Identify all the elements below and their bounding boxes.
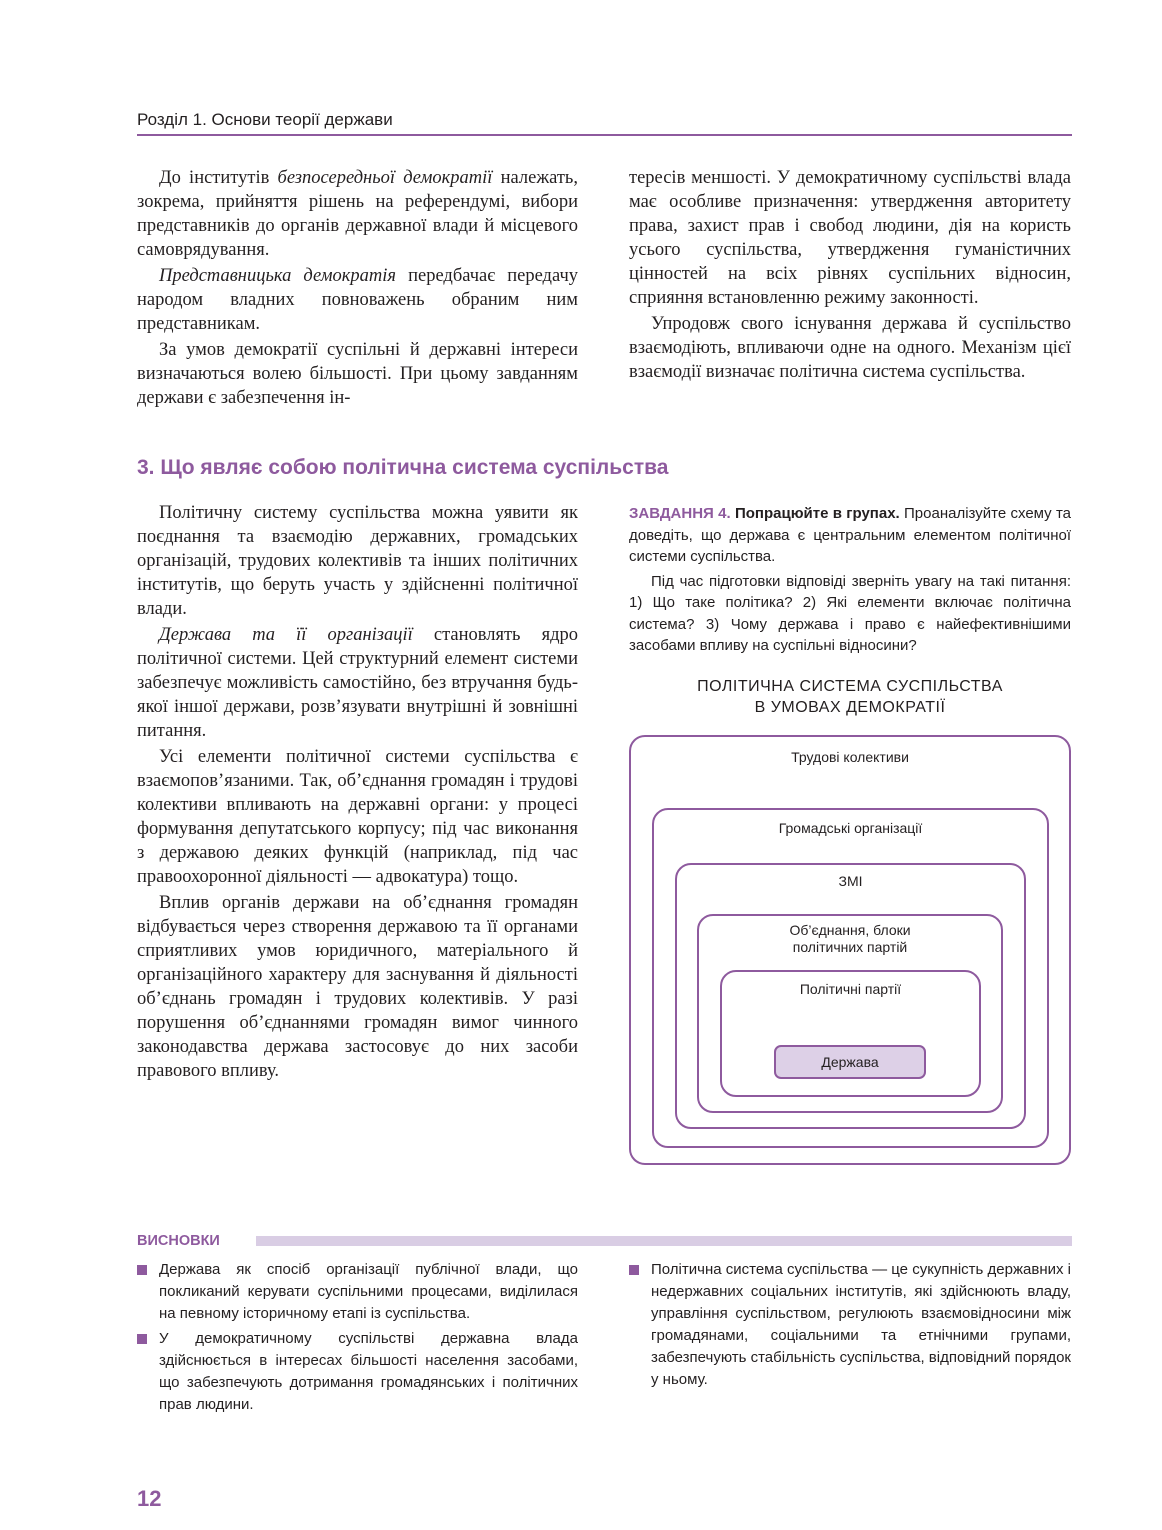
- term-representative-democracy: Представницька демократія: [159, 266, 397, 286]
- term-direct-democracy: безпосередньої демократії: [277, 168, 493, 188]
- paragraph-interconnection: Усі елементи політичної системи суспільства є взаємопов’язаними. Так, об’єднання громадян і трудові колективи впливають на державні органи: у процесі формування депутатського корпусу; під час виконання з державою деяких функцій (наприклад, під час правоохоронної діяльності — адвокатура) тощо.: [137, 747, 578, 887]
- paragraph-state-core: Держава та її організації становлять ядро політичної системи. Цей структурний елемент системи забезпечує можливість самостійно, без втручання будь-якої іншої держави, розв’язувати внутрішні й зовнішні питання.: [137, 625, 578, 741]
- square-bullet-icon: [629, 1265, 639, 1275]
- paragraph-state-influence: Вплив органів держави на об’єднання громадян відбувається через створення державою та її органами сприятливих умов юридичного, матеріального й організаційного характеру для заснування й діяльності об’єднань громадян і трудових колективів. У разі порушення об’єднаннями громадян вимог чинного законодавства держава застосовує до них засоби правового впливу.: [137, 893, 578, 1081]
- conclusion-item: У демократичному суспільстві державна влада здійснюється в інтересах більшості населення засобами, що забезпечують дотримання громадянських і політичних прав людини.: [137, 1328, 578, 1416]
- right-column-top: [629, 166, 1071, 384]
- diagram-label-labor-collectives: Трудові колективи: [791, 749, 909, 765]
- term-state-organizations: Держава та її організації: [159, 625, 413, 645]
- conclusions-left: [137, 1259, 578, 1419]
- header-rule: [137, 134, 1072, 136]
- page-number: 12: [137, 1486, 162, 1511]
- conclusions-title: ВИСНОВКИ: [137, 1233, 220, 1249]
- task-block: [629, 503, 1071, 657]
- paragraph-political-system-definition: Політичну систему суспільства можна уявити як поєднання та взаємодію державних, громадських організацій, трудових колективів та інших політичних інститутів, що беруть участь у здійсненні політичної влади.: [137, 503, 578, 619]
- running-header: Розділ 1. Основи теорії держави: [137, 110, 393, 129]
- diagram-title: ПОЛІТИЧНА СИСТЕМА СУСПІЛЬСТВА В УМОВАХ ДЕМОКРАТІЇ: [697, 678, 1003, 716]
- paragraph-minority-interests: тересів меншості. У демократичному суспільстві влада має особливе призначення: утвердження авторитету права, захист прав і свобод людини, дія на користь усього суспільства, утвердження гуманістичних цінностей на всіх рівнях суспільних відносин, сприяння встановленню режиму законності.: [629, 168, 1071, 308]
- left-column-top: [137, 166, 578, 410]
- conclusions-bar: [256, 1236, 1072, 1246]
- diagram-box-state: Держава: [774, 1045, 926, 1079]
- paragraph-majority-interests: За умов демократії суспільні й державні інтереси визначаються волею більшості. При цьому завданням держави є забезпечення ін-: [137, 340, 578, 408]
- conclusions-right: [629, 1259, 1071, 1394]
- paragraph-direct-democracy: До інститутів безпосередньої демократії належать, зокрема, прийняття рішень на референдумі, вибори представників до органів державної влади й місцевого самоврядування.: [137, 168, 578, 260]
- task-number: ЗАВДАННЯ 4.: [629, 505, 731, 522]
- task-questions: Під час підготовки відповіді зверніть увагу на такі питання: 1) Що таке політика? 2) Які елементи включає політична система? 3) Чому держава і право є найефективнішими засобами впливу на суспільні відносини?: [629, 572, 1071, 654]
- conclusion-item: Держава як спосіб організації публічної влади, що покликаний керувати суспільними процесами, виділилася на певному історичному етапі із суспільства.: [137, 1259, 578, 1325]
- diagram-label-public-organizations: Громадські організації: [778, 820, 923, 836]
- square-bullet-icon: [137, 1334, 147, 1344]
- square-bullet-icon: [137, 1265, 147, 1275]
- paragraph-representative-democracy: Представницька демократія передбачає передачу народом владних повноважень обраним ним представникам.: [137, 266, 578, 334]
- paragraph-state-society-interaction: Упродовж свого існування держава й суспільство взаємодіють, впливаючи одне на одного. Механізм цієї взаємодії визначає політична система суспільства.: [629, 314, 1071, 382]
- conclusion-item: Політична система суспільства — це сукупність державних і недержавних соціальних інститутів, які здійснюють владу, управління суспільством, регулюють взаємовідносини між громадянами, соціальними та етнічними групами, забезпечують стабільність суспільства, відповідний порядок у ньому.: [629, 1259, 1071, 1391]
- section-heading: 3. Що являє собою політична система суспільства: [137, 456, 669, 479]
- diagram-label-political-parties: Політичні партії: [799, 981, 902, 997]
- task-statement: ЗАВДАННЯ 4. Попрацюйте в групах. Проаналізуйте схему та доведіть, що держава є центральним елементом політичної системи суспільства.: [629, 505, 1071, 565]
- diagram-label-party-blocs: Об’єднання, блоки політичних партій: [789, 922, 911, 955]
- diagram-label-media: ЗМІ: [838, 873, 863, 889]
- task-lead: Попрацюйте в групах.: [734, 505, 900, 522]
- left-column-bottom: [137, 501, 578, 1083]
